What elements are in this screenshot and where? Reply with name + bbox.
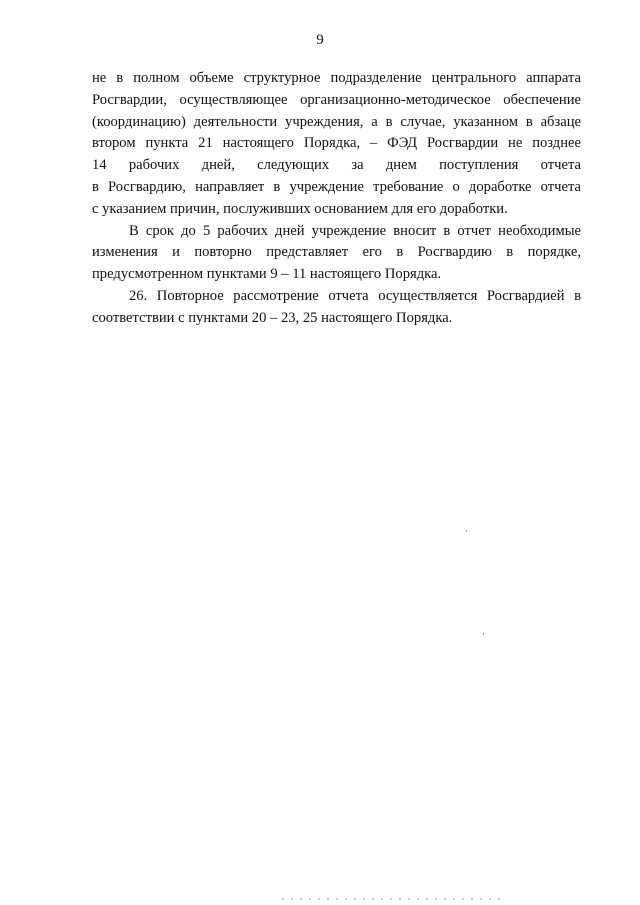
document-body [92, 68, 581, 330]
text-line: с указанием причин, послуживших основанием для его доработки. [92, 200, 508, 217]
text-line: 26. Повторное рассмотрение отчета осуществляется Росгвардией в [129, 287, 581, 304]
scan-noise-dots [282, 898, 502, 900]
text-line: В срок до 5 рабочих дней учреждение вносит в отчет необходимые [129, 222, 581, 239]
scan-speck [466, 530, 467, 532]
text-line: предусмотренном пунктами 9 – 11 настоящего Порядка. [92, 266, 442, 283]
text-line: (координацию) деятельности учреждения, а в случае, указанном в абзаце [92, 113, 581, 130]
paragraph-1 [92, 68, 581, 221]
text-line: втором пункта 21 настоящего Порядка, – ФЭД Росгвардии не позднее [92, 135, 581, 152]
text-line: в Росгвардию, направляет в учреждение требование о доработке отчета [92, 178, 581, 195]
text-line: 14 рабочих дней, следующих за днем поступления отчета [92, 157, 581, 174]
page-number: 9 [316, 32, 324, 48]
text-line: соответствии с пунктами 20 – 23, 25 настоящего Порядка. [92, 309, 453, 326]
text-line: не в полном объеме структурное подразделение центрального аппарата [92, 70, 581, 86]
paragraph-3 [92, 286, 581, 330]
scan-speck [483, 633, 484, 635]
paragraph-2 [92, 221, 581, 286]
text-line: изменения и повторно представляет его в Росгвардию в порядке, [92, 244, 581, 261]
text-line: Росгвардии, осуществляющее организационно-методическое обеспечение [92, 91, 581, 108]
